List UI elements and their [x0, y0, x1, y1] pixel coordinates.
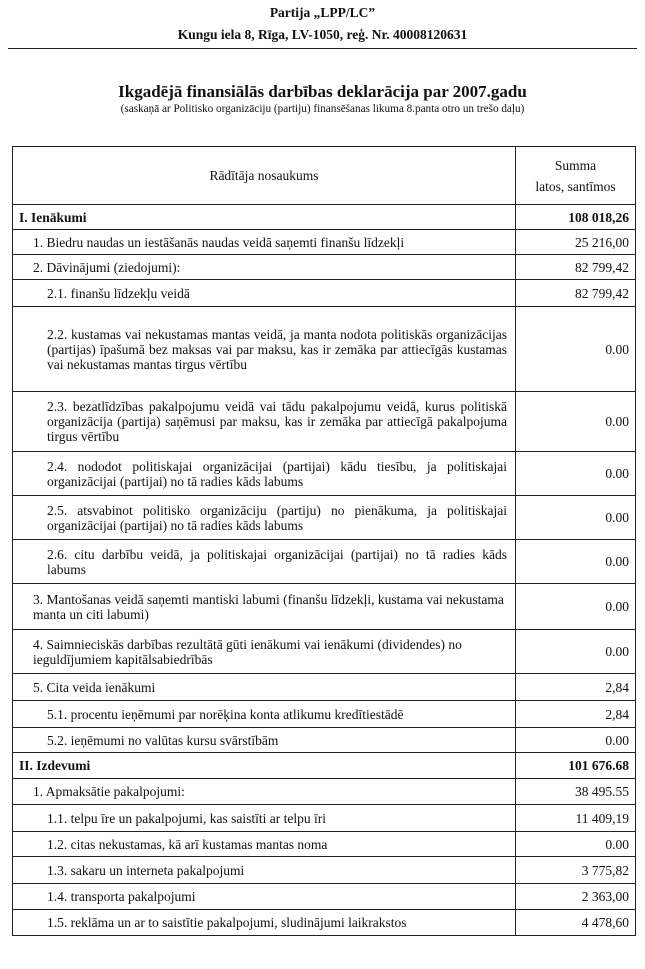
row-label: 3. Mantošanas veidā saņemti mantiski labumi (finanšu līdzekļi, kustama vai nekustama manta un citi labumi)	[13, 584, 516, 630]
row-label: 5.1. procentu ieņēmumi par norēķina konta atlikumu kredītiestādē	[13, 701, 516, 728]
table-row	[13, 584, 636, 630]
row-value: 82 799,42	[516, 255, 636, 280]
table-row	[13, 630, 636, 674]
column-header-sum	[516, 147, 636, 205]
header-divider	[8, 48, 637, 49]
row-label: 2.5. atsvabinot politisko organizāciju (partiju) no pienākuma, ja politiskajai organizācijai (partijai) no tā radies kāds labums	[13, 496, 516, 540]
table-row	[13, 280, 636, 307]
row-label: 2. Dāvinājumi (ziedojumi):	[13, 255, 516, 280]
row-label: 5.2. ieņēmumi no valūtas kursu svārstībām	[13, 728, 516, 753]
row-value: 101 676.68	[516, 753, 636, 779]
table-row	[13, 805, 636, 832]
table-row	[13, 255, 636, 280]
row-value: 11 409,19	[516, 805, 636, 832]
party-name: Partija „LPP/LC”	[269, 5, 376, 20]
row-label: I. Ienākumi	[13, 205, 516, 230]
document-title: Ikgadējā finansiālās darbības deklarācija par 2007.gadu	[118, 82, 527, 101]
table-row	[13, 452, 636, 496]
column-header-name: Rādītāja nosaukums	[13, 147, 516, 205]
table-row	[13, 392, 636, 452]
row-label: 2.4. nododot politiskajai organizācijai (partijai) kādu tiesību, ja politiskajai organizācijai (partijai) no tā radies kāds labums	[13, 452, 516, 496]
table-row	[13, 832, 636, 857]
declaration-table	[12, 146, 636, 936]
row-value: 4 478,60	[516, 910, 636, 936]
column-header-sum-line2: latos, santīmos	[535, 178, 616, 194]
table-row	[13, 496, 636, 540]
row-value: 3 775,82	[516, 857, 636, 884]
row-value: 2,84	[516, 701, 636, 728]
row-value: 0.00	[516, 540, 636, 584]
row-value: 2 363,00	[516, 884, 636, 910]
table-row	[13, 307, 636, 392]
row-label: 4. Saimnieciskās darbības rezultātā gūti ienākumi vai ienākumi (dividendes) no ieguldījumiem kapitālsabiedrībās	[13, 630, 516, 674]
table-row	[13, 701, 636, 728]
row-value: 0.00	[516, 452, 636, 496]
row-label: 2.1. finanšu līdzekļu veidā	[13, 280, 516, 307]
table-row	[13, 205, 636, 230]
row-label: 5. Cita veida ienākumi	[13, 674, 516, 701]
party-address: Kungu iela 8, Rīga, LV-1050, reģ. Nr. 40008120631	[177, 27, 468, 42]
row-value: 2,84	[516, 674, 636, 701]
row-value: 82 799,42	[516, 280, 636, 307]
row-label: 2.6. citu darbību veidā, ja politiskajai organizācijai (partijai) no tā radies kāds labums	[13, 540, 516, 584]
table-row	[13, 753, 636, 779]
row-value: 0.00	[516, 832, 636, 857]
row-label: 1. Biedru naudas un iestāšanās naudas veidā saņemti finanšu līdzekļi	[13, 230, 516, 255]
row-value: 108 018,26	[516, 205, 636, 230]
table-row	[13, 884, 636, 910]
row-value: 0.00	[516, 728, 636, 753]
row-label: 1.5. reklāma un ar to saistītie pakalpojumi, sludinājumi laikrakstos	[13, 910, 516, 936]
table-header-row	[13, 147, 636, 205]
row-value: 0.00	[516, 630, 636, 674]
row-label: 2.2. kustamas vai nekustamas mantas veidā, ja manta nodota politiskās organizācijas (partijas) īpašumā bez maksas vai par maksu, kas ir zemāka par attiecīgās kustamas vai nekustamas mantas tirgus vērtību	[13, 307, 516, 392]
table-row	[13, 674, 636, 701]
table-row	[13, 910, 636, 936]
row-label: 1. Apmaksātie pakalpojumi:	[13, 779, 516, 805]
row-label: 1.1. telpu īre un pakalpojumi, kas saistīti ar telpu īri	[13, 805, 516, 832]
row-value: 0.00	[516, 392, 636, 452]
row-label: 1.2. citas nekustamas, kā arī kustamas mantas noma	[13, 832, 516, 857]
row-label: 1.3. sakaru un interneta pakalpojumi	[13, 857, 516, 884]
table-row	[13, 779, 636, 805]
row-value: 0.00	[516, 307, 636, 392]
row-value: 0.00	[516, 496, 636, 540]
table-row	[13, 540, 636, 584]
document-subtitle: (saskaņā ar Politisko organizāciju (partiju) finansēšanas likuma 8.panta otro un trešo daļu)	[120, 103, 525, 115]
row-value: 38 495.55	[516, 779, 636, 805]
table-row	[13, 728, 636, 753]
column-header-sum-line1: Summa	[554, 157, 597, 173]
row-value: 25 216,00	[516, 230, 636, 255]
table-row	[13, 230, 636, 255]
row-label: 1.4. transporta pakalpojumi	[13, 884, 516, 910]
row-label: II. Izdevumi	[13, 753, 516, 779]
table-row	[13, 857, 636, 884]
row-label: 2.3. bezatlīdzības pakalpojumu veidā vai tādu pakalpojumu veidā, kurus politiskā organizācija (partija) saņēmusi par maksu, kas ir zemāka par attiecīgā pakalpojuma tirgus vērtību	[13, 392, 516, 452]
row-value: 0.00	[516, 584, 636, 630]
